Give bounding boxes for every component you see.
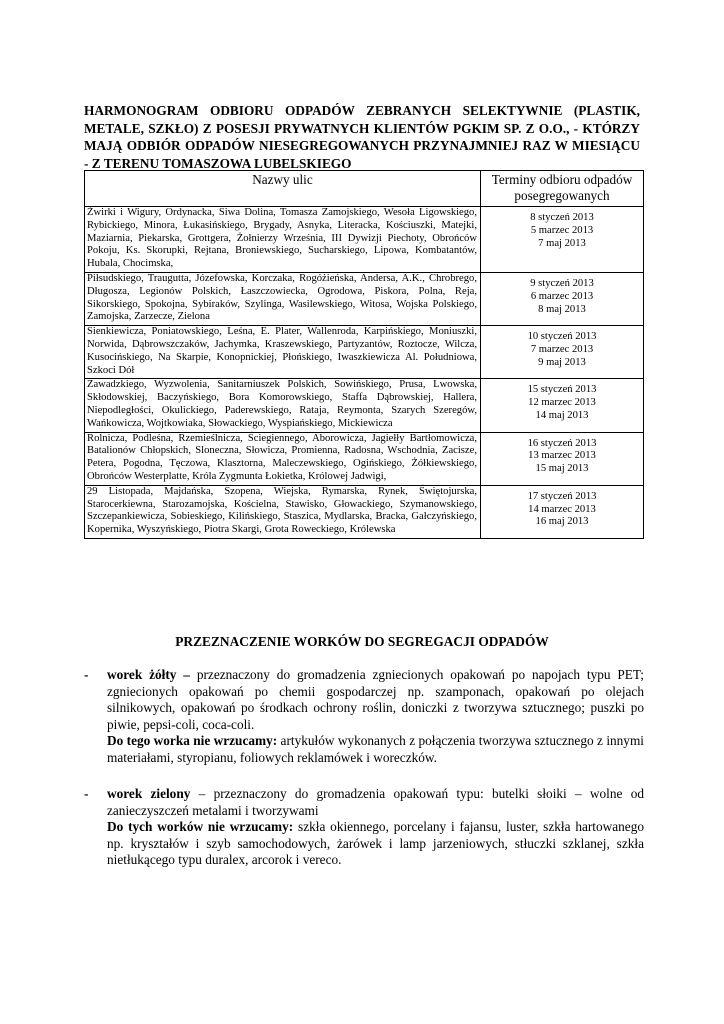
table-row — [85, 326, 644, 379]
document-title: HARMONOGRAM ODBIORU ODPADÓW ZEBRANYCH SELEKTYWNIE (PLASTIK, METALE, SZKŁO) Z POSESJI PRYWATNYCH KLIENTÓW PGKIM SP. Z O.O., - KTÓRZY MAJĄ ODBIÓR ODPADÓW NIESEGREGOWANYCH PRZYNAJMNIEJ RAZ W MIESIĄCU - Z TERENU TOMASZOWA LUBELSKIEGO — [84, 103, 640, 171]
date-may: 9 maj 2013 — [538, 356, 586, 368]
pickup-dates — [481, 326, 644, 379]
pickup-dates — [481, 379, 644, 432]
table-header-row — [85, 171, 644, 207]
yellow-bag-exclude-text: artykułów wykonanych z połączenia tworzywa sztucznego z innymi materiałami, styropianu, foliowych reklamówek i woreczków. — [107, 733, 644, 765]
yellow-bag-exclusions — [107, 733, 644, 766]
green-bag-item — [84, 786, 644, 869]
date-may: 7 maj 2013 — [538, 237, 586, 249]
date-may: 15 maj 2013 — [535, 463, 589, 475]
schedule-table — [84, 170, 644, 539]
street-list: Zawadzkiego, Wyzwolenia, Sanitarniuszek Polskich, Sowińskiego, Prusa, Lwowska, Skłodowskiej, Baczyńskiego, Bora Komorowskiego, Staffa Dąbrowskiej, Hallera, Niepodległości, Okulickiego, Paderewskiego, Rataja, Reymonta, Szarych Szeregów, Wańkowicza, Wojtkowiaka, Słowackiego, Wyspiańskiego, Mickiewicza — [85, 379, 481, 432]
bullet-dash: - — [84, 786, 89, 801]
yellow-bag-item — [84, 667, 644, 767]
street-list: Piłsudskiego, Traugutta, Józefowska, Korczaka, Rogóżieńska, Andersa, A.K., Chrobrego, Długosza, Legionów Polskich, Łaszczowiecka, Ogrodowa, Piskora, Polna, Reja, Sikorskiego, Spokojna, Sybiraków, Szylinga, Wasilewskiego, Witosa, Wojska Polskiego, Zamojska, Zarzecze, Zielona — [85, 272, 481, 325]
date-march: 12 marzec 2013 — [528, 397, 596, 409]
green-bag-label: worek zielony — [107, 786, 191, 801]
pickup-dates — [481, 207, 644, 273]
green-bag-exclude-label: Do tych worków nie wrzucamy: — [107, 819, 294, 835]
yellow-bag-description — [107, 667, 644, 733]
green-bag-content — [107, 786, 644, 869]
date-march: 5 marzec 2013 — [530, 224, 594, 236]
date-january: 15 styczeń 2013 — [527, 384, 597, 396]
date-may: 16 maj 2013 — [535, 516, 589, 528]
pickup-dates — [481, 485, 644, 538]
date-march: 7 marzec 2013 — [530, 343, 594, 355]
table-row — [85, 272, 644, 325]
yellow-bag-exclude-label: Do tego worka nie wrzucamy: — [107, 733, 278, 749]
yellow-bag-content — [107, 667, 644, 767]
date-march: 13 marzec 2013 — [528, 450, 596, 462]
date-january: 9 styczeń 2013 — [530, 277, 594, 289]
header-street-names: Nazwy ulic — [85, 171, 481, 207]
street-list: 29 Listopada, Majdańska, Szopena, Wiejska, Rymarska, Rynek, Świętojurska, Starocerkiewna, Starozamojska, Kościelna, Stawisko, Głowackiego, Szymanowskiego, Szczepankiewicza, Sobieskiego, Kilińskiego, Staszica, Mydlarska, Bracka, Gałczyńskiego, Kopernika, Wyszyńskiego, Piotra Skargi, Grota Roweckiego, Królewska — [85, 485, 481, 538]
street-list: Rolnicza, Podleśna, Rzemieślnicza, Ściegiennego, Aborowicza, Jagiełły Bartłomowicza, Batalionów Chłopskich, Sloneczna, Słowicza, Promienna, Radosna, Wschodnia, Zacisze, Petera, Pogodna, Tęczowa, Klasztorna, Maleczewskiego, Ogińskiego, Żółkiewskiego, Obrońców Westerplatte, Króla Zygmunta Łokietka, Królowej Jadwigi, — [85, 432, 481, 485]
date-march: 6 marzec 2013 — [530, 290, 594, 302]
table-row — [85, 485, 644, 538]
yellow-bag-text: przeznaczony do gromadzenia zgniecionych opakowań po napojach typu PET; zgniecionych opakowań po chemii gospodarczej np. szamponach, opakowań po olejach silnikowych, opakowań po środkach ochrony roślin, doniczki z tworzywa sztucznego; puszki po piwie, pepsi-coli, coca-coli. — [107, 667, 645, 732]
yellow-bag-label: worek żółty – — [107, 667, 190, 682]
date-may: 8 maj 2013 — [538, 303, 586, 315]
street-list: Żwirki i Wigury, Ordynacka, Siwa Dolina, Tomasza Zamojskiego, Wesoła Ligowskiego, Rybickiego, Minora, Łukasińskiego, Brygady, Asnyka, Literacka, Kościuszki, Matejki, Maziarnia, Piekarska, Grottgera, Żołnierzy Września, III Dywizji Piechoty, Obrońców Pokoju, Ks. Skorupki, Rejtana, Broniewskiego, Sucharskiego, Lipowa, Kombatantów, Hubala, Chocimska, — [85, 207, 481, 273]
pickup-dates — [481, 432, 644, 485]
pickup-dates — [481, 272, 644, 325]
date-january: 16 styczeń 2013 — [527, 437, 597, 449]
green-bag-description — [107, 786, 644, 819]
date-january: 17 styczeń 2013 — [527, 490, 597, 502]
table-row — [85, 432, 644, 485]
header-pickup-dates: Terminy odbioru odpadów posegregowanych — [481, 171, 644, 207]
green-bag-exclude-text: szkła okiennego, porcelany i fajansu, luster, szkła hartowanego np. kryształów i szyb samochodowych, żarówek i lamp jarzeniowych, stłuczki szklanej, szkła nietłukącego typu duralex, arcorok i vereco. — [107, 819, 644, 868]
table-row — [85, 207, 644, 273]
bullet-dash: - — [84, 667, 89, 682]
table-row — [85, 379, 644, 432]
bag-purpose-heading: PRZEZNACZENIE WORKÓW DO SEGREGACJI ODPADÓW — [175, 634, 549, 649]
date-january: 8 styczeń 2013 — [530, 212, 594, 223]
green-bag-exclusions — [107, 819, 644, 869]
date-march: 14 marzec 2013 — [528, 503, 596, 515]
date-january: 10 styczeń 2013 — [527, 331, 597, 343]
street-list: Sienkiewicza, Poniatowskiego, Leśna, E. Plater, Wallenroda, Karpińskiego, Moniuszki, Norwida, Dąbrowszczaków, Jachymka, Kraszewskiego, Partyzantów, Roztocze, Wilcza, Kusocińskiego, Na Skarpie, Konopnickiej, Płońskiego, Iwaszkiewicza Al. Południowa, Szkoci Dół — [85, 326, 481, 379]
green-bag-text: – przeznaczony do gromadzenia opakowań typu: butelki słoiki – wolne od zanieczyszczeń metalami i tworzywami — [107, 786, 644, 818]
date-may: 14 maj 2013 — [535, 409, 589, 421]
